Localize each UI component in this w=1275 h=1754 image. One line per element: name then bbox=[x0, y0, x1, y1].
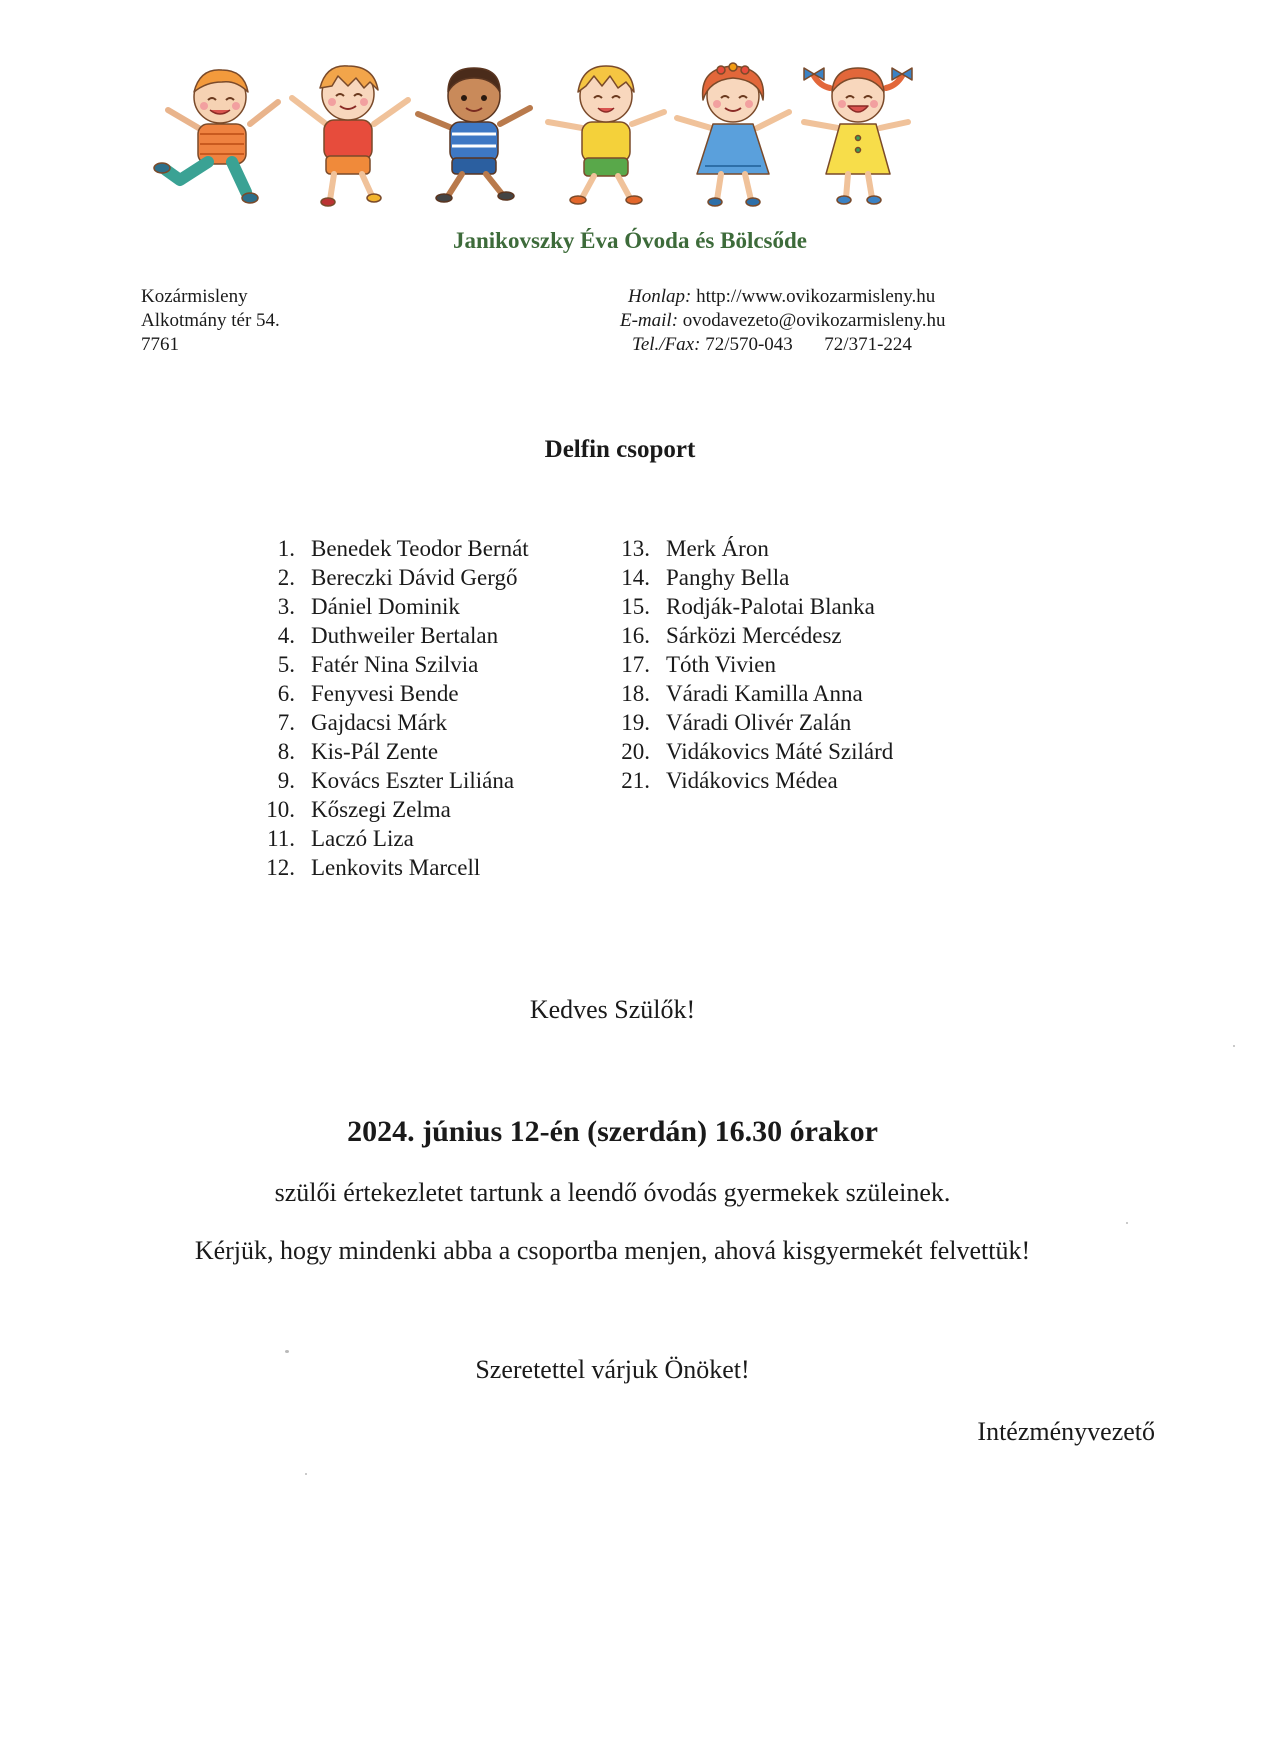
institution-name: Janikovszky Éva Óvoda és Bölcsőde bbox=[453, 228, 807, 253]
scan-speck bbox=[1233, 1045, 1235, 1047]
phone-number-2: 72/371-224 bbox=[824, 334, 912, 355]
list-item: 17. Tóth Vivien bbox=[621, 652, 776, 677]
instruction-paragraph: Kérjük, hogy mindenki abba a csoportba menjen, ahová kisgyermekét felvettük! bbox=[194, 1236, 1031, 1265]
list-item: 20. Vidákovics Máté Szilárd bbox=[621, 739, 894, 764]
phone-row bbox=[620, 333, 945, 357]
postal-address bbox=[141, 285, 280, 357]
list-item: 1. Benedek Teodor Bernát bbox=[277, 536, 529, 561]
child-figure-5 bbox=[677, 63, 789, 206]
list-item: 18. Váradi Kamilla Anna bbox=[621, 681, 863, 706]
address-postcode: 7761 bbox=[141, 334, 179, 355]
email-link[interactable]: ovodavezeto@ovikozarmisleny.hu bbox=[682, 310, 946, 331]
children-list-column-1 bbox=[250, 534, 529, 882]
email-label: E-mail: bbox=[620, 310, 679, 331]
scan-speck bbox=[1126, 1222, 1128, 1224]
list-item: 14. Panghy Bella bbox=[621, 565, 790, 590]
address-street: Alkotmány tér 54. bbox=[141, 310, 280, 331]
child-figure-4 bbox=[548, 66, 664, 204]
list-item: 3. Dániel Dominik bbox=[277, 594, 460, 619]
list-item: 19. Váradi Olivér Zalán bbox=[621, 710, 852, 735]
jumping-children-illustration bbox=[150, 62, 950, 212]
phone-number-1: 72/570-043 bbox=[705, 334, 793, 355]
list-item: 5. Fatér Nina Szilvia bbox=[277, 652, 479, 677]
closing-line: Szeretettel várjuk Önöket! bbox=[475, 1355, 750, 1384]
list-item: 8. Kis-Pál Zente bbox=[277, 739, 439, 764]
website-link[interactable]: http://www.ovikozarmisleny.hu bbox=[696, 286, 936, 307]
list-item: 12. Lenkovits Marcell bbox=[266, 855, 481, 880]
list-item: 11. Laczó Liza bbox=[267, 826, 414, 851]
signature: Intézményvezető bbox=[977, 1417, 1155, 1446]
website-label: Honlap: bbox=[628, 286, 692, 307]
child-figure-3 bbox=[418, 68, 530, 202]
list-item: 21. Vidákovics Médea bbox=[621, 768, 838, 793]
list-item: 13. Merk Áron bbox=[621, 536, 769, 561]
phone-label: Tel./Fax: bbox=[632, 334, 701, 355]
child-figure-1 bbox=[154, 70, 278, 203]
list-item: 9. Kovács Eszter Liliána bbox=[277, 768, 515, 793]
list-item: 4. Duthweiler Bertalan bbox=[277, 623, 499, 648]
meeting-date: 2024. június 12-én (szerdán) 16.30 órakor bbox=[347, 1115, 878, 1148]
scan-speck bbox=[305, 1473, 307, 1475]
address-city: Kozármisleny bbox=[141, 286, 248, 307]
list-item: 16. Sárközi Mercédesz bbox=[621, 623, 842, 648]
list-item: 2. Bereczki Dávid Gergő bbox=[277, 565, 518, 590]
list-item: 15. Rodják-Palotai Blanka bbox=[621, 594, 875, 619]
list-item: 10. Kőszegi Zelma bbox=[266, 797, 451, 822]
greeting: Kedves Szülők! bbox=[529, 995, 696, 1024]
list-item: 7. Gajdacsi Márk bbox=[277, 710, 448, 735]
meeting-description: szülői értekezletet tartunk a leendő óvodás gyermekek szüleinek. bbox=[274, 1178, 951, 1207]
contact-info bbox=[620, 285, 945, 357]
group-title: Delfin csoport bbox=[544, 436, 696, 463]
children-list-column-2 bbox=[605, 534, 893, 795]
child-figure-2 bbox=[292, 66, 408, 206]
website-row bbox=[620, 285, 945, 309]
list-item: 6. Fenyvesi Bende bbox=[277, 681, 459, 706]
child-figure-6 bbox=[804, 68, 912, 204]
email-row bbox=[620, 309, 945, 333]
scan-speck bbox=[285, 1350, 289, 1353]
